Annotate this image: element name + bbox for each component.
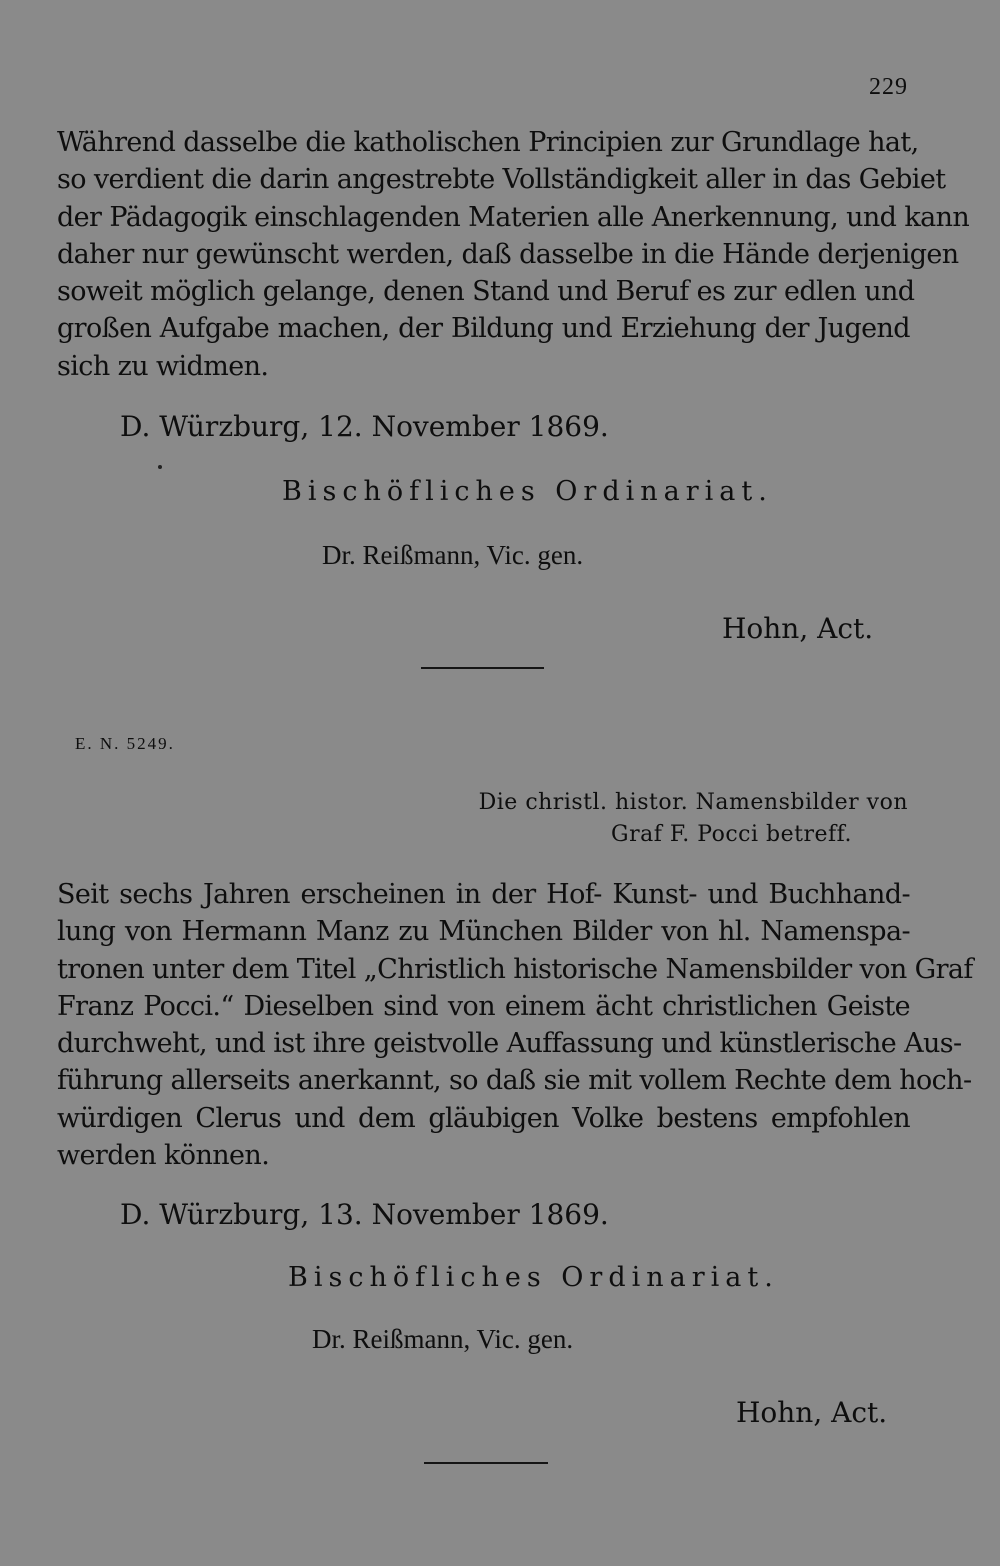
decree-1-dateline: D. Würzburg, 12. November 1869. (120, 410, 609, 443)
reference-number: E. N. 5249. (75, 734, 175, 753)
decree-1-authority: Bischöfliches Ordinariat. (282, 476, 773, 507)
body-line: führung allerseits anerkannt, so daß sie mit vollem Rechte dem hoch- (57, 1065, 972, 1097)
body-line: würdigen Clerus und dem gläubigen Volke bestens empfohlen (57, 1102, 910, 1134)
body-line: tronen unter dem Titel „Christlich historische Namensbilder von Graf (57, 953, 973, 985)
decree-2-actuary: Hohn, Act. (736, 1396, 888, 1429)
decree-1-actuary: Hohn, Act. (722, 612, 874, 645)
decree-2-signer: Dr. Reißmann, Vic. gen. (312, 1324, 574, 1354)
decree-1-signer: Dr. Reißmann, Vic. gen. (322, 540, 584, 570)
body-line: soweit möglich gelange, denen Stand und Beruf es zur edlen und (57, 276, 915, 308)
body-line: Seit sechs Jahren erscheinen in der Hof- Kunst- und Buchhand- (57, 879, 910, 910)
section-divider (424, 1462, 548, 1464)
body-line: daher nur gewünscht werden, daß dasselbe in die Hände derjenigen (57, 238, 959, 270)
section-divider (421, 667, 544, 669)
body-line: sich zu widmen. (57, 350, 269, 382)
body-line: großen Aufgabe machen, der Bildung und Erziehung der Jugend (57, 313, 910, 345)
body-line: lung von Hermann Manz zu München Bilder von hl. Namenspa- (57, 916, 910, 948)
body-line: durchweht, und ist ihre geistvolle Auffassung und künstlerische Aus- (57, 1028, 962, 1060)
body-line: Franz Pocci.“ Dieselben sind von einem ächt christlichen Geiste (57, 990, 910, 1022)
decree-2-subject-line: Die christl. histor. Namensbilder von (478, 790, 908, 815)
decree-2-body (57, 876, 973, 1174)
body-line: der Pädagogik einschlagenden Materien alle Anerkennung, und kann (57, 201, 970, 233)
decree-2-dateline: D. Würzburg, 13. November 1869. (120, 1198, 609, 1231)
body-line: werden können. (57, 1140, 270, 1172)
decree-1-body (57, 124, 970, 385)
body-line: so verdient die darin angestrebte Vollständigkeit aller in das Gebiet (57, 164, 946, 196)
body-line: Während dasselbe die katholischen Principien zur Grundlage hat, (57, 127, 919, 158)
ink-speck (158, 465, 162, 469)
decree-2-authority: Bischöfliches Ordinariat. (288, 1262, 779, 1293)
decree-2-subject-line: Graf F. Pocci betreff. (611, 822, 852, 847)
page-number: 229 (869, 74, 908, 100)
